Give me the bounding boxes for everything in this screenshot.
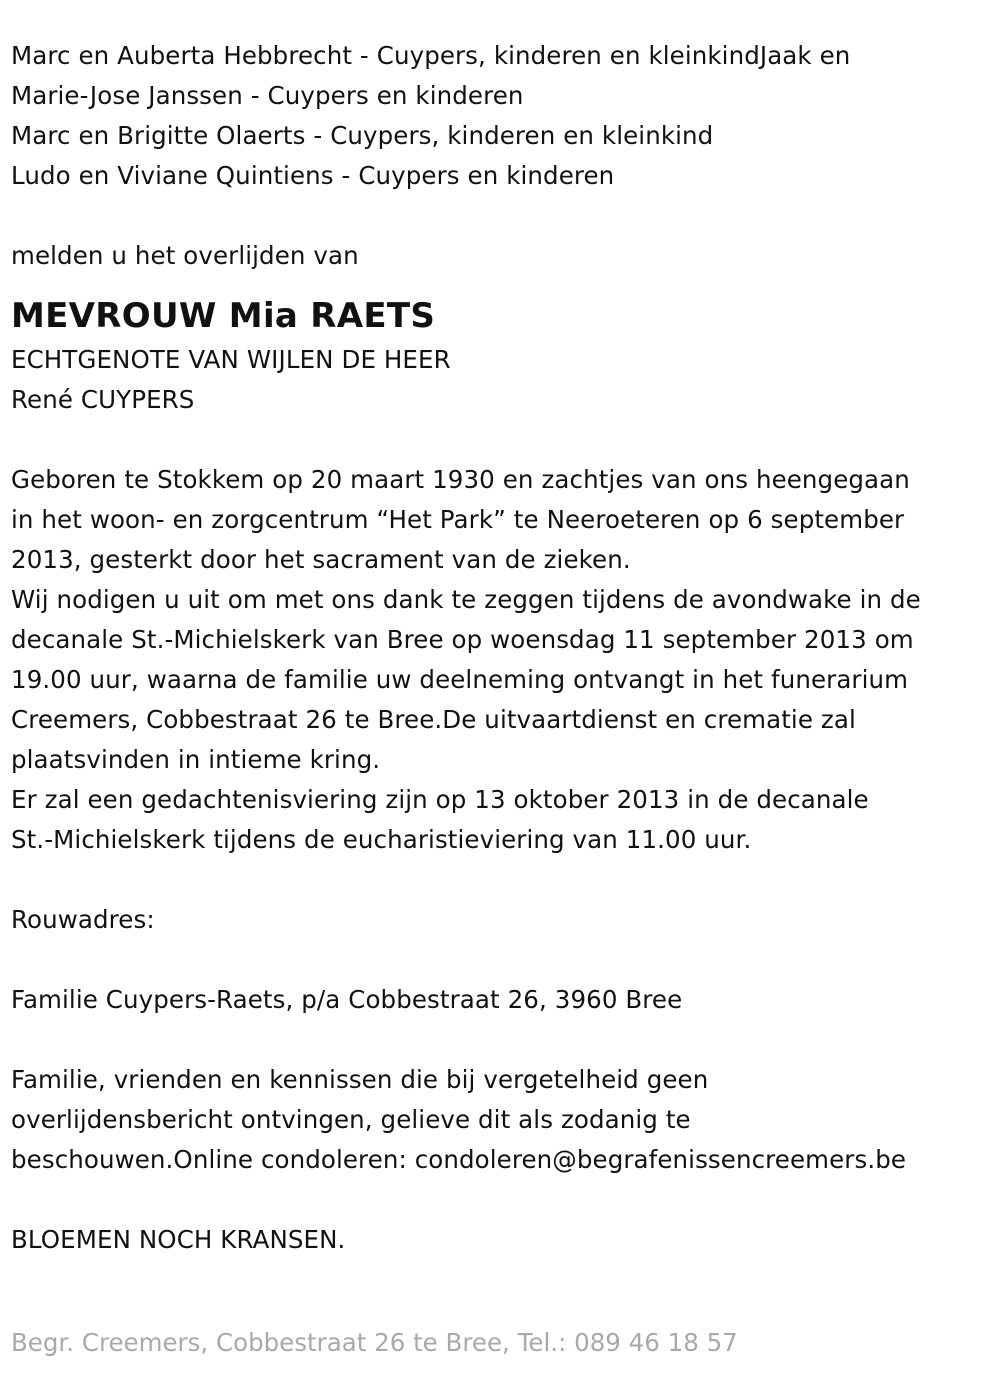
body-line: plaatsvinden in intieme kring. (11, 745, 381, 774)
family-line: Marie-Jose Janssen - Cuypers en kinderen (11, 81, 524, 110)
family-line: Marc en Auberta Hebbrecht - Cuypers, kinderen en kleinkindJaak en (11, 41, 851, 70)
flowers-note: BLOEMEN NOCH KRANSEN. (11, 1225, 346, 1254)
body-line: St.-Michielskerk tijdens de eucharistieviering van 11.00 uur. (11, 825, 752, 854)
body-line: Creemers, Cobbestraat 26 te Bree.De uitvaartdienst en crematie zal (11, 705, 856, 734)
notice-line: Familie, vrienden en kennissen die bij vergetelheid geen (11, 1065, 709, 1094)
spacer (11, 860, 991, 900)
body-line: decanale St.-Michielskerk van Bree op woensdag 11 september 2013 om (11, 625, 914, 654)
family-line: Ludo en Viviane Quintiens - Cuypers en kinderen (11, 161, 615, 190)
spouse-info (11, 340, 991, 420)
notice-line: beschouwen.Online condoleren: condoleren@begrafenissencreemers.be (11, 1145, 907, 1174)
notice-text (11, 1060, 991, 1180)
body-text (11, 460, 991, 860)
notice-line: overlijdensbericht ontvingen, gelieve dit als zodanig te (11, 1105, 691, 1134)
body-line: Wij nodigen u uit om met ons dank te zeggen tijdens de avondwake in de (11, 585, 921, 614)
obituary-notice (11, 36, 991, 1260)
spacer (11, 196, 991, 236)
family-line: Marc en Brigitte Olaerts - Cuypers, kinderen en kleinkind (11, 121, 714, 150)
funeral-home-footer: Begr. Creemers, Cobbestraat 26 te Bree, Tel.: 089 46 18 57 (11, 1328, 738, 1357)
spouse-line: ECHTGENOTE VAN WIJLEN DE HEER (11, 345, 451, 374)
announce-text: melden u het overlijden van (11, 241, 359, 270)
family-list (11, 36, 991, 196)
body-line: Geboren te Stokkem op 20 maart 1930 en zachtjes van ons heengegaan (11, 465, 910, 494)
spacer (11, 1020, 991, 1060)
body-line: 2013, gesterkt door het sacrament van de zieken. (11, 545, 631, 574)
body-line: Er zal een gedachtenisviering zijn op 13 oktober 2013 in de decanale (11, 785, 869, 814)
spouse-line: René CUYPERS (11, 385, 195, 414)
spacer (11, 940, 991, 980)
spacer (11, 420, 991, 460)
mourning-address: Familie Cuypers-Raets, p/a Cobbestraat 26, 3960 Bree (11, 985, 683, 1014)
body-line: 19.00 uur, waarna de familie uw deelneming ontvangt in het funerarium (11, 665, 909, 694)
address-label: Rouwadres: (11, 905, 155, 934)
spacer (11, 1180, 991, 1220)
deceased-name: MEVROUW Mia RAETS (11, 296, 436, 336)
body-line: in het woon- en zorgcentrum “Het Park” te Neeroeteren op 6 september (11, 505, 905, 534)
